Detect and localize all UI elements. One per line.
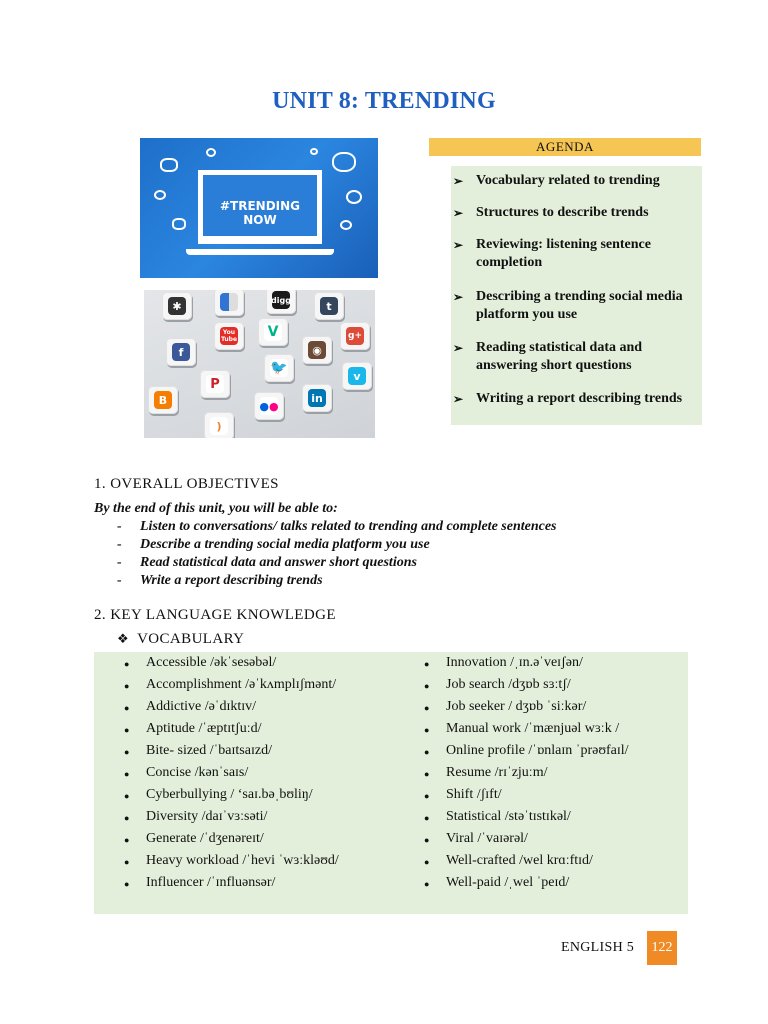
bullet-icon: ● [424, 725, 430, 735]
facebook-icon: f [166, 338, 196, 366]
arrow-bullet-icon: ➢ [453, 392, 464, 406]
pinterest-icon: P [200, 370, 230, 398]
laptop-base [186, 249, 334, 255]
vocabulary-item: ● Accomplishment /əˈkʌmplɪʃmənt/ [124, 676, 336, 694]
objectives-intro: By the end of this unit, you will be able to: [94, 501, 338, 516]
chat-bubble-icon [172, 218, 186, 230]
bullet-icon: ● [424, 659, 430, 669]
agenda-item: ➢ Reviewing: listening sentence completion [453, 237, 651, 270]
vocabulary-item: ● Influencer /ˈɪnfluənsər/ [124, 874, 275, 892]
bullet-icon: ● [124, 857, 130, 867]
bullet-icon: ● [124, 725, 130, 735]
bullet-icon: ● [124, 791, 130, 801]
google-plus-icon: g+ [340, 322, 370, 350]
arrow-bullet-icon: ➢ [453, 238, 464, 252]
vocabulary-item: ● Statistical /stəˈtɪstɪkəl/ [424, 808, 571, 826]
blogger-icon: B [148, 386, 178, 414]
objective-item: - Write a report describing trends [117, 573, 323, 588]
agenda-item: ➢ Vocabulary related to trending [453, 173, 660, 188]
bullet-icon: ● [424, 835, 430, 845]
objectives-heading: 1. OVERALL OBJECTIVES [94, 476, 279, 492]
vimeo-icon: v [342, 362, 372, 390]
unit-title: UNIT 8: TRENDING [272, 88, 496, 114]
bullet-icon: ● [124, 813, 130, 823]
vocabulary-item: ● Concise /kənˈsaɪs/ [124, 764, 248, 782]
bullet-icon: ● [124, 769, 130, 779]
bullet-icon: ● [124, 747, 130, 757]
bullet-icon: ● [124, 835, 130, 845]
vocabulary-item: ● Resume /rɪˈzjuːm/ [424, 764, 547, 782]
bullet-icon: ● [424, 681, 430, 691]
vocabulary-item: ● Manual work /ˈmænjuəl wɜːk / [424, 720, 619, 738]
diamond-bullet-icon: ❖ [117, 631, 130, 646]
bullet-icon: ● [124, 703, 130, 713]
arrow-bullet-icon: ➢ [453, 290, 464, 304]
key-language-heading: 2. KEY LANGUAGE KNOWLEDGE [94, 607, 336, 623]
flickr-icon: ● ● [254, 392, 284, 420]
vocabulary-item: ● Innovation /ˌɪn.əˈveɪʃən/ [424, 654, 583, 672]
vocabulary-item: ● Bite- sized /ˈbaɪtsaɪzd/ [124, 742, 272, 760]
vocabulary-item: ● Cyberbullying / ‘saɪ.bəˌbʊliŋ/ [124, 786, 313, 804]
agenda-item: ➢ Describing a trending social media platform you use [453, 289, 683, 322]
trending-now-image [140, 138, 378, 278]
bullet-icon: ● [424, 703, 430, 713]
vocabulary-item: ● Aptitude /ˈæptɪtʃuːd/ [124, 720, 262, 738]
arrow-bullet-icon: ➢ [453, 206, 464, 220]
vocabulary-item: ● Heavy workload /ˈhevi ˈwɜːkləʊd/ [124, 852, 339, 870]
bullet-icon: ● [424, 769, 430, 779]
objective-item: - Describe a trending social media platform you use [117, 537, 430, 552]
vocabulary-item: ● Well-crafted /wel krɑːftɪd/ [424, 852, 593, 870]
myspace-icon: ✱ [162, 292, 192, 320]
footer-course-label: ENGLISH 5 [561, 940, 635, 955]
objective-item: - Read statistical data and answer short questions [117, 555, 417, 570]
objective-item: - Listen to conversations/ talks related to trending and complete sentences [117, 519, 557, 534]
chat-bubble-icon [154, 190, 166, 200]
chat-bubble-icon [206, 148, 216, 157]
chat-bubble-icon [160, 158, 178, 172]
arrow-bullet-icon: ➢ [453, 174, 464, 188]
vine-icon: V [258, 318, 288, 346]
laptop-screen [198, 170, 322, 244]
bullet-icon: ● [124, 681, 130, 691]
vocabulary-item: ● Accessible /əkˈsesəbəl/ [124, 654, 276, 672]
bullet-icon: ● [124, 659, 130, 669]
vocabulary-item: ● Job search /dʒɒb sɜːtʃ/ [424, 676, 571, 694]
vocabulary-item: ● Shift /ʃɪft/ [424, 786, 502, 804]
chat-bubble-icon [340, 220, 352, 230]
vocabulary-item: ● Online profile /ˈɒnlaɪn ˈprəʊfaɪl/ [424, 742, 629, 760]
trending-now-text: #TRENDING NOW [219, 199, 301, 227]
youtube-icon: You Tube [214, 322, 244, 350]
arrow-bullet-icon: ➢ [453, 341, 464, 355]
bullet-icon: ● [424, 747, 430, 757]
agenda-item: ➢ Writing a report describing trends [453, 391, 683, 406]
chat-bubble-icon [346, 190, 362, 204]
chat-bubble-icon [310, 148, 318, 155]
social-media-keyboard-image [144, 290, 375, 438]
bullet-icon: ● [124, 879, 130, 889]
bullet-icon: ● [424, 857, 430, 867]
bullet-icon: ● [424, 879, 430, 889]
bullet-icon: ● [424, 813, 430, 823]
vocabulary-item: ● Generate /ˈdʒenəreɪt/ [124, 830, 264, 848]
vocabulary-item: ● Well-paid /ˌwel ˈpeɪd/ [424, 874, 569, 892]
vocabulary-item: ● Viral /ˈvaɪərəl/ [424, 830, 528, 848]
agenda-item: ➢ Reading statistical data and answering short questions [453, 340, 643, 373]
agenda-heading: AGENDA [429, 138, 701, 156]
linkedin-icon: in [302, 384, 332, 412]
tumblr-icon: t [314, 292, 344, 320]
vocabulary-item: ● Job seeker / dʒɒb ˈsiːkər/ [424, 698, 586, 716]
chat-bubble-icon [332, 152, 356, 172]
bullet-icon: ● [424, 791, 430, 801]
page-number: 122 [647, 931, 677, 965]
vocabulary-item: ● Addictive /əˈdɪktɪv/ [124, 698, 256, 716]
delicious-icon [214, 290, 244, 316]
digg-icon: digg [266, 290, 296, 314]
agenda-item: ➢ Structures to describe trends [453, 205, 649, 220]
vocabulary-heading: ❖ VOCABULARY [117, 631, 245, 647]
twitter-icon: 🐦 [264, 354, 294, 382]
vocabulary-item: ● Diversity /daɪˈvɜːsəti/ [124, 808, 267, 826]
instagram-icon: ◉ [302, 336, 332, 364]
rss-icon: ) [204, 412, 234, 438]
